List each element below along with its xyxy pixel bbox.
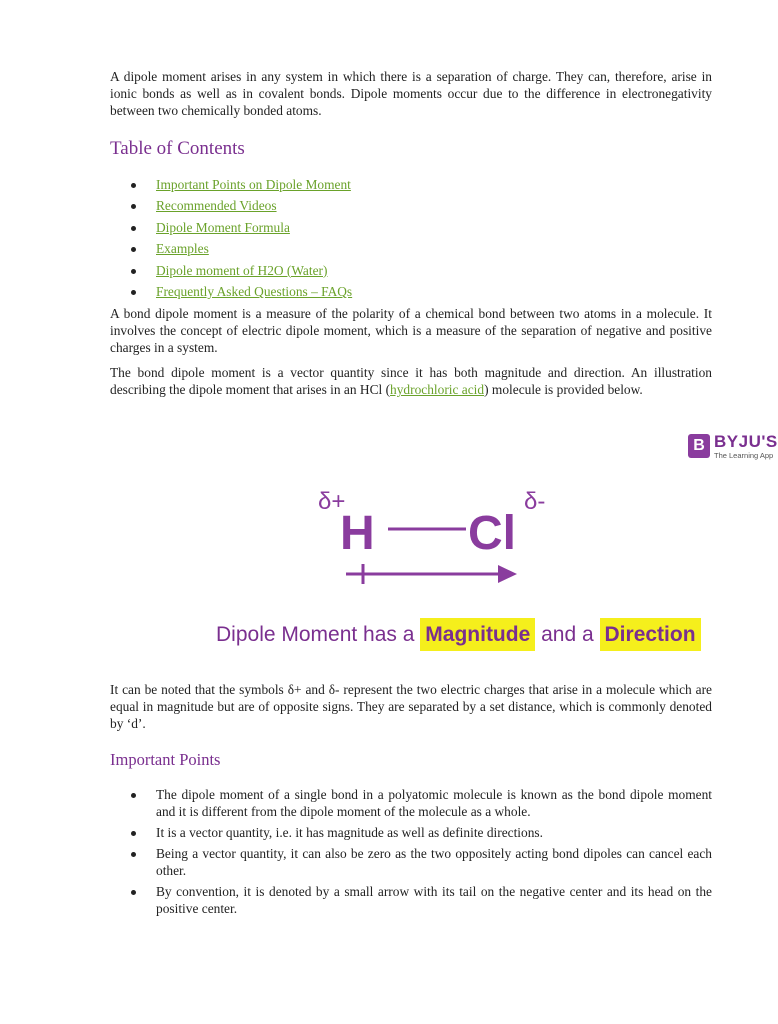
vector-quantity-paragraph — [110, 364, 712, 398]
charges-paragraph: It can be noted that the symbols δ+ and δ- represent the two electric charges that arise in a molecule which are equal in magnitude but are of opposite signs. They are separated by a set distance, which is commonly denoted by ‘d’. — [110, 682, 712, 731]
bullet-icon — [131, 183, 136, 188]
list-item — [110, 845, 712, 879]
byjus-logo-name: BYJU'S — [714, 432, 778, 451]
charge-right-label: δ- — [524, 488, 546, 515]
caption-part-1: Dipole Moment has a — [216, 623, 421, 646]
bullet-icon — [131, 793, 136, 798]
toc-item — [110, 176, 712, 197]
bullet-icon — [131, 831, 136, 836]
bullet-icon — [131, 852, 136, 857]
important-points-heading: Important Points — [110, 750, 221, 769]
toc-item — [110, 262, 712, 283]
atom-cl-label: Cl — [468, 507, 516, 560]
toc-link-examples[interactable]: Examples — [156, 241, 209, 257]
hydrochloric-acid-link[interactable]: hydrochloric acid — [390, 382, 485, 397]
toc-item — [110, 197, 712, 218]
toc-link-recommended-videos[interactable]: Recommended Videos — [156, 198, 277, 214]
toc-item — [110, 219, 712, 240]
figure-caption — [216, 623, 701, 647]
bond-dipole-paragraph: A bond dipole moment is a measure of the polarity of a chemical bond between two atoms in a molecule. It involves the concept of electric dipole moment, which is a measure of the separation of negative and positive charges in a system. — [110, 306, 712, 355]
byjus-logo-tagline: The Learning App — [714, 451, 774, 460]
caption-magnitude-highlight: Magnitude — [420, 618, 535, 651]
point-text: It is a vector quantity, i.e. it has magnitude as well as definite directions. — [156, 825, 543, 840]
bullet-icon — [131, 890, 136, 895]
point-text: The dipole moment of a single bond in a polyatomic molecule is known as the bond dipole moment and it is different from the dipole moment of the molecule as a whole. — [156, 787, 712, 819]
bullet-icon — [131, 269, 136, 274]
charge-left-label: δ+ — [318, 488, 346, 515]
point-text: Being a vector quantity, it can also be zero as the two oppositely acting bond dipoles can cancel each other. — [156, 846, 712, 878]
list-item — [110, 824, 712, 841]
para3-after: ) molecule is provided below. — [484, 382, 643, 397]
toc-heading: Table of Contents — [110, 138, 245, 159]
bullet-icon — [131, 290, 136, 295]
list-item — [110, 883, 712, 917]
list-item — [110, 786, 712, 820]
caption-part-2: and a — [535, 623, 600, 646]
toc-link-h2o[interactable]: Dipole moment of H2O (Water) — [156, 262, 328, 278]
para3-before: The bond dipole moment is a vector quantity since it has both magnitude and direction. An illustration describing the dipole moment that arises in an HCl ( — [110, 365, 712, 397]
dipole-arrow-head-icon — [498, 565, 517, 583]
caption-direction-highlight: Direction — [600, 618, 701, 651]
atom-h-label: H — [340, 507, 375, 560]
toc-list — [110, 176, 712, 304]
important-points-list — [110, 786, 712, 921]
point-text: By convention, it is denoted by a small arrow with its tail on the negative center and its head on the positive center. — [156, 884, 712, 916]
dipole-moment-figure — [0, 425, 778, 665]
bullet-icon — [131, 247, 136, 252]
toc-link-important-points[interactable]: Important Points on Dipole Moment — [156, 177, 351, 192]
toc-item — [110, 240, 712, 261]
intro-paragraph: A dipole moment arises in any system in which there is a separation of charge. They can, therefore, arise in ionic bonds as well as in covalent bonds. Dipole moments occur due to the difference in electronegativity between two chemically bonded atoms. — [110, 69, 712, 118]
toc-item — [110, 283, 712, 304]
toc-link-faqs[interactable]: Frequently Asked Questions – FAQs — [156, 283, 353, 299]
byjus-logo-icon: B — [688, 434, 710, 458]
toc-link-formula[interactable]: Dipole Moment Formula — [156, 219, 290, 235]
bullet-icon — [131, 204, 136, 209]
bullet-icon — [131, 226, 136, 231]
